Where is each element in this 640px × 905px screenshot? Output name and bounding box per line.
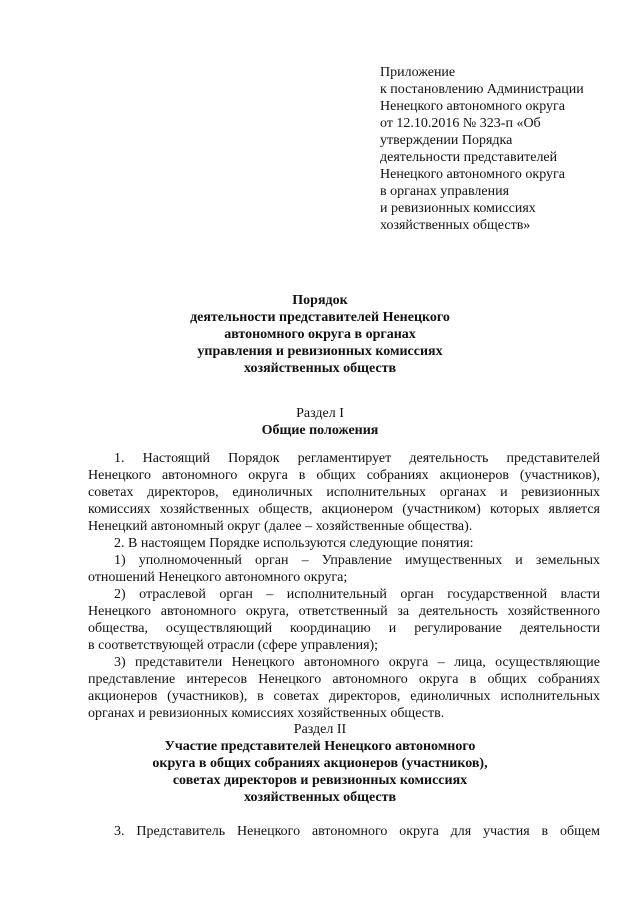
paragraph-3 xyxy=(88,823,600,840)
heading-line: советах директоров и ревизионных комиссиях xyxy=(172,773,468,788)
text-line: 1) уполномоченный орган – Управление имущественных и земельных xyxy=(114,553,600,568)
text-line: органах и ревизионных комиссиях хозяйственных обществ. xyxy=(88,706,445,721)
appendix-line: хозяйственных обществ» xyxy=(380,218,531,233)
text-line: акционеров (участников), в советах директоров, единоличных исполнительных xyxy=(88,689,600,704)
paragraph-2-item-3 xyxy=(88,654,600,722)
paragraph-2-item-1 xyxy=(88,552,600,586)
heading-line: округа в общих собраниях акционеров (участников), xyxy=(152,756,488,771)
text-line: 3. Представитель Ненецкого автономного округа для участия в общем xyxy=(114,824,600,839)
section-2-heading xyxy=(0,738,640,806)
heading-line: хозяйственных обществ xyxy=(243,790,397,805)
appendix-line: Ненецкого автономного округа xyxy=(380,99,565,114)
appendix-line: деятельности представителей xyxy=(380,150,558,165)
section-1-heading: Общие положения xyxy=(261,423,379,438)
section-1-number: Раздел I xyxy=(296,406,344,421)
paragraph-2 xyxy=(88,535,600,552)
text-line: общества, осуществляющий координацию и регулирование деятельности xyxy=(88,621,600,636)
heading-line: Участие представителей Ненецкого автономного xyxy=(164,739,476,754)
text-line: отношений Ненецкого автономного округа; xyxy=(88,570,348,585)
text-line: 2) отраслевой орган – исполнительный орган государственной власти xyxy=(114,587,600,602)
paragraph-1 xyxy=(88,450,600,535)
paragraph-2-item-2 xyxy=(88,586,600,654)
title-line: автономного округа в органах xyxy=(224,327,416,342)
appendix-line: Ненецкого автономного округа xyxy=(380,167,565,182)
title-line: хозяйственных обществ xyxy=(243,361,397,376)
text-line: Ненецкого автономного округа в общих собраниях акционеров (участников), xyxy=(88,468,600,483)
text-line: комиссиях хозяйственных обществ, акционером (участником) которых является xyxy=(88,502,600,517)
text-line: 3) представители Ненецкого автономного округа – лица, осуществляющие xyxy=(114,655,600,670)
text-line: 1. Настоящий Порядок регламентирует деятельность представителей xyxy=(114,451,600,466)
title-line: Порядок xyxy=(292,293,348,308)
appendix-line: утверждении Порядка xyxy=(380,133,513,148)
title-line: деятельности представителей Ненецкого xyxy=(190,310,450,325)
text-line: Ненецкого автономного округа, ответственный за деятельность хозяйственного xyxy=(88,604,600,619)
section-2-number: Раздел II xyxy=(293,722,347,737)
text-line: в соответствующей отрасли (сфере управления); xyxy=(88,638,379,653)
appendix-line: и ревизионных комиссиях xyxy=(380,201,536,216)
text-line: 2. В настоящем Порядке используются следующие понятия: xyxy=(114,536,474,551)
text-line: советах директоров, единоличных исполнительных органах и ревизионных xyxy=(88,485,600,500)
appendix-line: от 12.10.2016 № 323-п «Об xyxy=(380,116,541,131)
title-line: управления и ревизионных комиссиях xyxy=(197,344,443,359)
appendix-header xyxy=(380,64,610,234)
appendix-line: в органах управления xyxy=(380,184,510,199)
appendix-line: Приложение xyxy=(380,65,456,80)
appendix-line: к постановлению Администрации xyxy=(380,82,584,97)
text-line: Ненецкий автономный округ (далее – хозяйственные общества). xyxy=(88,519,473,534)
text-line: представление интересов Ненецкого автономного округа в общих собраниях xyxy=(88,672,600,687)
document-title xyxy=(0,292,640,377)
